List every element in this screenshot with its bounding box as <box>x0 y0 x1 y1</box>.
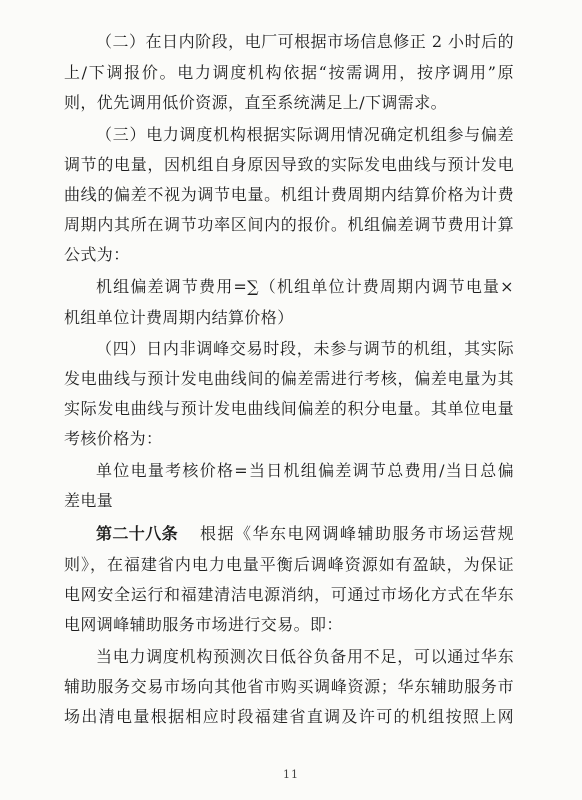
paragraph-5-line-2: 辅助服务交易市场向其他省市购买调峰资源；华东辅助服务市 <box>64 677 514 696</box>
formula-2-line-1: 单位电量考核价格=当日机组偏差调节总费用/当日总偏 <box>96 461 514 480</box>
article-28-line-4: 电网调峰辅助服务市场进行交易。即： <box>64 615 343 634</box>
paragraph-3-line-2: 调节的电量，因机组自身原因导致的实际发电曲线与预计发电 <box>64 155 514 174</box>
paragraph-3-line-3: 曲线的偏差不视为调节电量。机组计费周期内结算价格为计费 <box>64 185 514 204</box>
paragraph-5-line-1: 当电力调度机构预测次日低谷负备用不足，可以通过华东 <box>96 647 514 666</box>
paragraph-4-line-3: 实际发电曲线与预计发电曲线间偏差的积分电量。其单位电量 <box>64 399 514 418</box>
paragraph-5-line-3: 场出清电量根据相应时段福建省直调及许可的机组按照上网 <box>64 707 514 726</box>
paragraph-2-line-3: 则，优先调用低价资源，直至系统满足上/下调需求。 <box>64 93 447 112</box>
article-28-line-1-text: 根据《华东电网调峰辅助服务市场运营规 <box>200 524 514 543</box>
page-number: 11 <box>283 768 299 781</box>
formula-1-line-2: 机组单位计费周期内结算价格） <box>64 308 294 327</box>
paragraph-2-line-2: 上/下调报价。电力调度机构依据“按需调用，按序调用”原 <box>64 63 514 82</box>
article-28-line-3: 电网安全运行和福建清洁电源消纳，可通过市场化方式在华东 <box>64 585 514 604</box>
formula-1-line-1: 机组偏差调节费用=∑（机组单位计费周期内调节电量× <box>96 277 514 296</box>
paragraph-2-line-1: （二）在日内阶段，电厂可根据市场信息修正 2 小时后的 <box>96 32 514 51</box>
paragraph-3-line-5: 公式为： <box>64 245 130 264</box>
paragraph-3-line-4: 周期内其所在调节功率区间内的报价。机组偏差调节费用计算 <box>64 215 514 234</box>
paragraph-4-line-4: 考核价格为： <box>64 429 163 448</box>
paragraph-3-line-1: （三）电力调度机构根据实际调用情况确定机组参与偏差 <box>96 125 514 144</box>
paragraph-4-line-2: 发电曲线与预计发电曲线间的偏差需进行考核，偏差电量为其 <box>64 369 514 388</box>
article-28-line-2: 则》，在福建省内电力电量平衡后调峰资源如有盈缺，为保证 <box>64 555 514 574</box>
formula-2-line-2: 差电量 <box>64 491 114 510</box>
article-heading: 第二十八条 <box>96 524 179 543</box>
paragraph-4-line-1: （四）日内非调峰交易时段，未参与调节的机组，其实际 <box>96 339 514 358</box>
